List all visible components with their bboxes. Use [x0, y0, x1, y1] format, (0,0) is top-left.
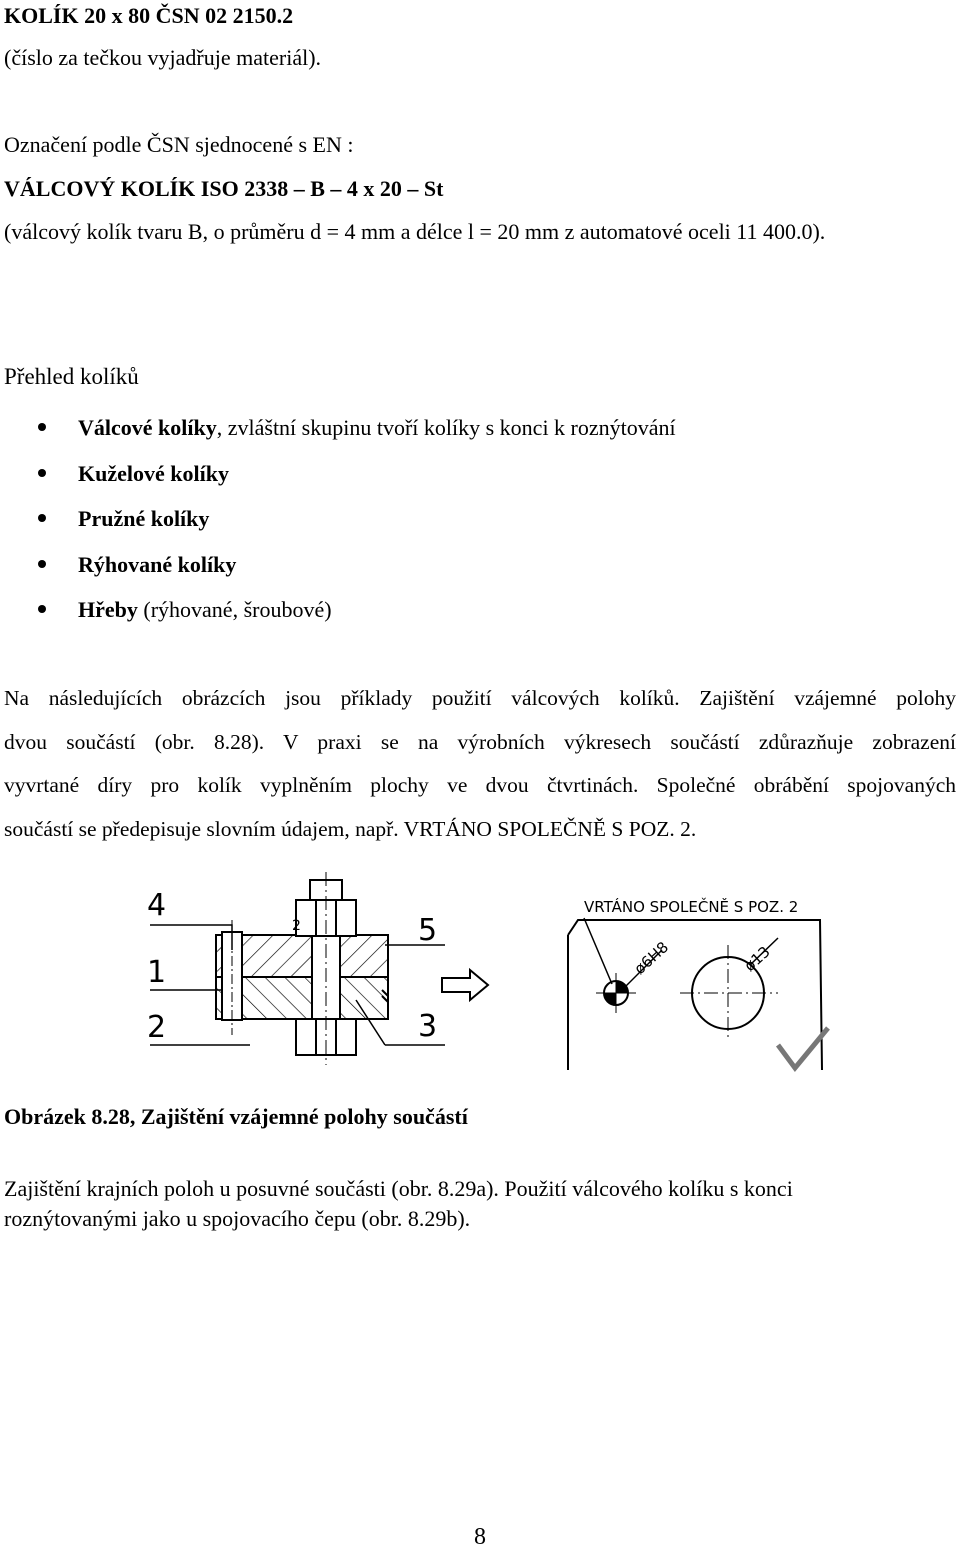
checkmark-icon — [778, 1028, 828, 1068]
paragraph-line: součástí se předepisuje slovním údajem, např. VRTÁNO SPOLEČNĚ S POZ. 2. — [4, 816, 697, 841]
position-label-3: 3 — [418, 1009, 438, 1044]
assembly-section-view — [150, 872, 445, 1065]
pin-type-name: Válcové kolíky — [78, 415, 217, 440]
bullet-icon — [38, 423, 46, 431]
pin-type-note: , zvláštní skupinu tvoří kolíky s konci k roznýtování — [216, 415, 676, 440]
position-label-4: 4 — [147, 888, 167, 923]
pin-type-name: Kuželové kolíky — [78, 460, 229, 486]
page-number: 8 — [474, 1524, 486, 1550]
section-heading: Přehled kolíků — [4, 364, 139, 389]
bullet-icon — [38, 605, 46, 613]
right-arrow-icon — [442, 970, 488, 1000]
position-label-5: 5 — [418, 913, 438, 948]
material-note: (číslo za tečkou vyjadřuje materiál). — [4, 45, 322, 70]
body-paragraph — [4, 677, 956, 851]
iso-designation-explanation: (válcový kolík tvaru B, o průměru d = 4 mm a délce l = 20 mm z automatové oceli 11 400.0). — [4, 219, 826, 244]
bullet-icon — [38, 469, 46, 477]
dimension-small-hole: ø6H8 — [630, 938, 673, 978]
paragraph-line: vyvrtané díry pro kolík vyplněním plochy ve dvou čtvrtinách. Společné obrábění spojovaných — [4, 773, 956, 797]
pin-type-note: (rýhované, šroubové) — [137, 597, 332, 622]
hidden-mark: 2 — [292, 918, 301, 934]
position-label-1: 1 — [147, 955, 167, 990]
dimension-large-hole: ø13 — [740, 942, 774, 975]
iso-designation: VÁLCOVÝ KOLÍK ISO 2338 – B – 4 x 20 – St — [4, 176, 444, 201]
pin-type-name: Pružné kolíky — [78, 506, 210, 531]
drilling-detail-view — [568, 918, 822, 1070]
bullet-icon — [38, 514, 46, 522]
en-designation-heading: Označení podle ČSN sjednocené s EN : — [4, 132, 354, 157]
standard-designation: KOLÍK 20 x 80 ČSN 02 2150.2 — [4, 3, 294, 28]
position-label-2: 2 — [147, 1010, 167, 1045]
closing-line: Zajištění krajních poloh u posuvné součásti (obr. 8.29a). Použití válcového kolíku s konci — [4, 1176, 793, 1201]
paragraph-line: dvou součástí (obr. 8.28). V praxi se na výrobních výkresech součástí zdůrazňuje zobrazení — [4, 729, 956, 754]
bullet-icon — [38, 560, 46, 568]
figure-8-28-drawing — [0, 870, 960, 1090]
pin-type-name: Hřeby — [78, 597, 138, 622]
paragraph-line: Na následujících obrázcích jsou příklady použití válcových kolíků. Zajištění vzájemné polohy — [4, 686, 956, 710]
closing-line: roznýtovanými jako u spojovacího čepu (obr. 8.29b). — [4, 1206, 471, 1231]
figure-caption: Obrázek 8.28, Zajištění vzájemné polohy součástí — [4, 1104, 468, 1129]
pin-type-name: Rýhované kolíky — [78, 551, 237, 577]
drilling-note: VRTÁNO SPOLEČNĚ S POZ. 2 — [584, 898, 799, 916]
